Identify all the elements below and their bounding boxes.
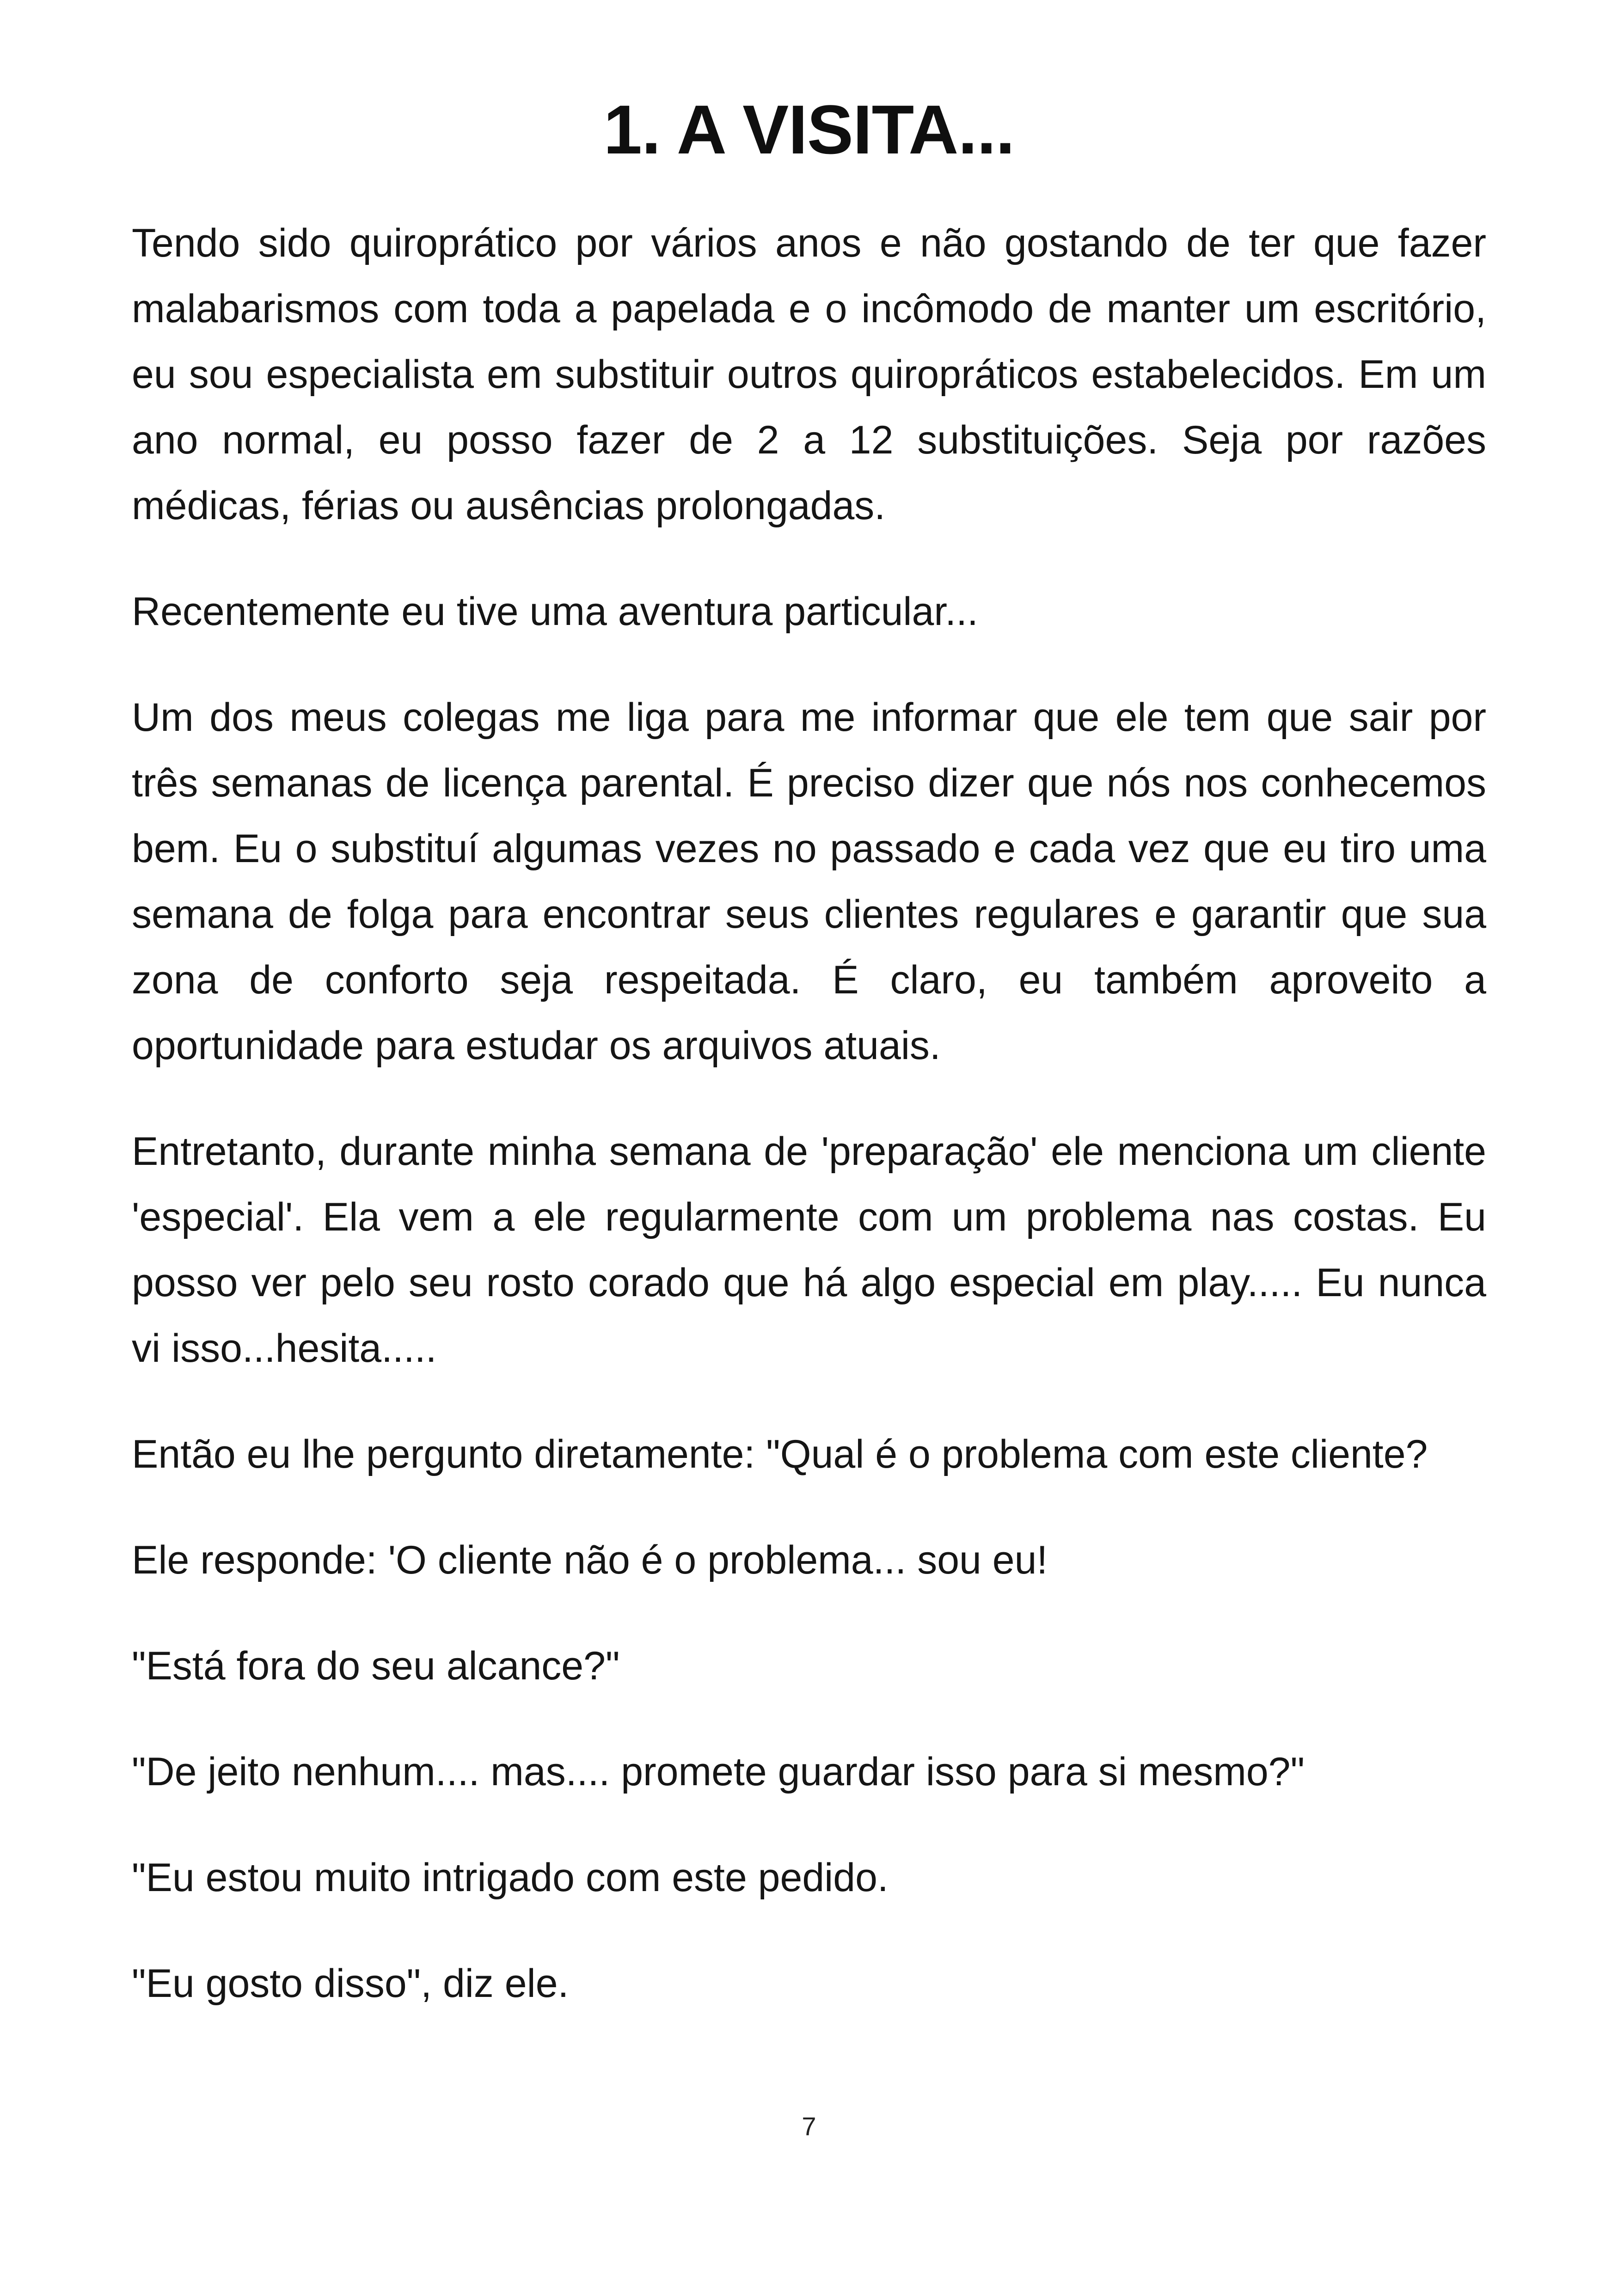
body-text <box>132 210 1486 2016</box>
paragraph-8: "De jeito nenhum.... mas.... promete guardar isso para si mesmo?" <box>132 1750 1305 1794</box>
page-number: 7 <box>802 2112 816 2141</box>
paragraph-1: Tendo sido quiroprático por vários anos e não gostando de ter que fazer malabarismos com toda a papelada e o incômodo de manter um escritório, eu sou especialista em substituir outros quiropráticos estabelecidos. Em um ano normal, eu posso fazer de 2 a 12 substituições. Seja por razões médicas, férias ou ausências prolongadas. <box>132 221 1486 528</box>
paragraph-9: "Eu estou muito intrigado com este pedido. <box>132 1855 889 1900</box>
chapter-title: 1. A VISITA... <box>603 91 1015 168</box>
paragraph-5: Então eu lhe pergunto diretamente: "Qual é o problema com este cliente? <box>132 1432 1428 1476</box>
paragraph-10: "Eu gosto disso", diz ele. <box>132 1961 569 2006</box>
paragraph-3: Um dos meus colegas me liga para me informar que ele tem que sair por três semanas de licença parental. É preciso dizer que nós nos conhecemos bem. Eu o substituí algumas vezes no passado e cada vez que eu tiro uma semana de folga para encontrar seus clientes regulares e garantir que sua zona de conforto seja respeitada. É claro, eu também aproveito a oportunidade para estudar os arquivos atuais. <box>132 695 1486 1068</box>
paragraph-2: Recentemente eu tive uma aventura particular... <box>132 589 978 634</box>
paragraph-6: Ele responde: 'O cliente não é o problema... sou eu! <box>132 1538 1048 1582</box>
paragraph-4: Entretanto, durante minha semana de 'preparação' ele menciona um cliente 'especial'. Ela vem a ele regularmente com um problema nas costas. Eu posso ver pelo seu rosto corado que há algo especial em play..... Eu nunca vi isso...hesita..... <box>132 1129 1486 1371</box>
paragraph-7: "Está fora do seu alcance?" <box>132 1644 620 1688</box>
